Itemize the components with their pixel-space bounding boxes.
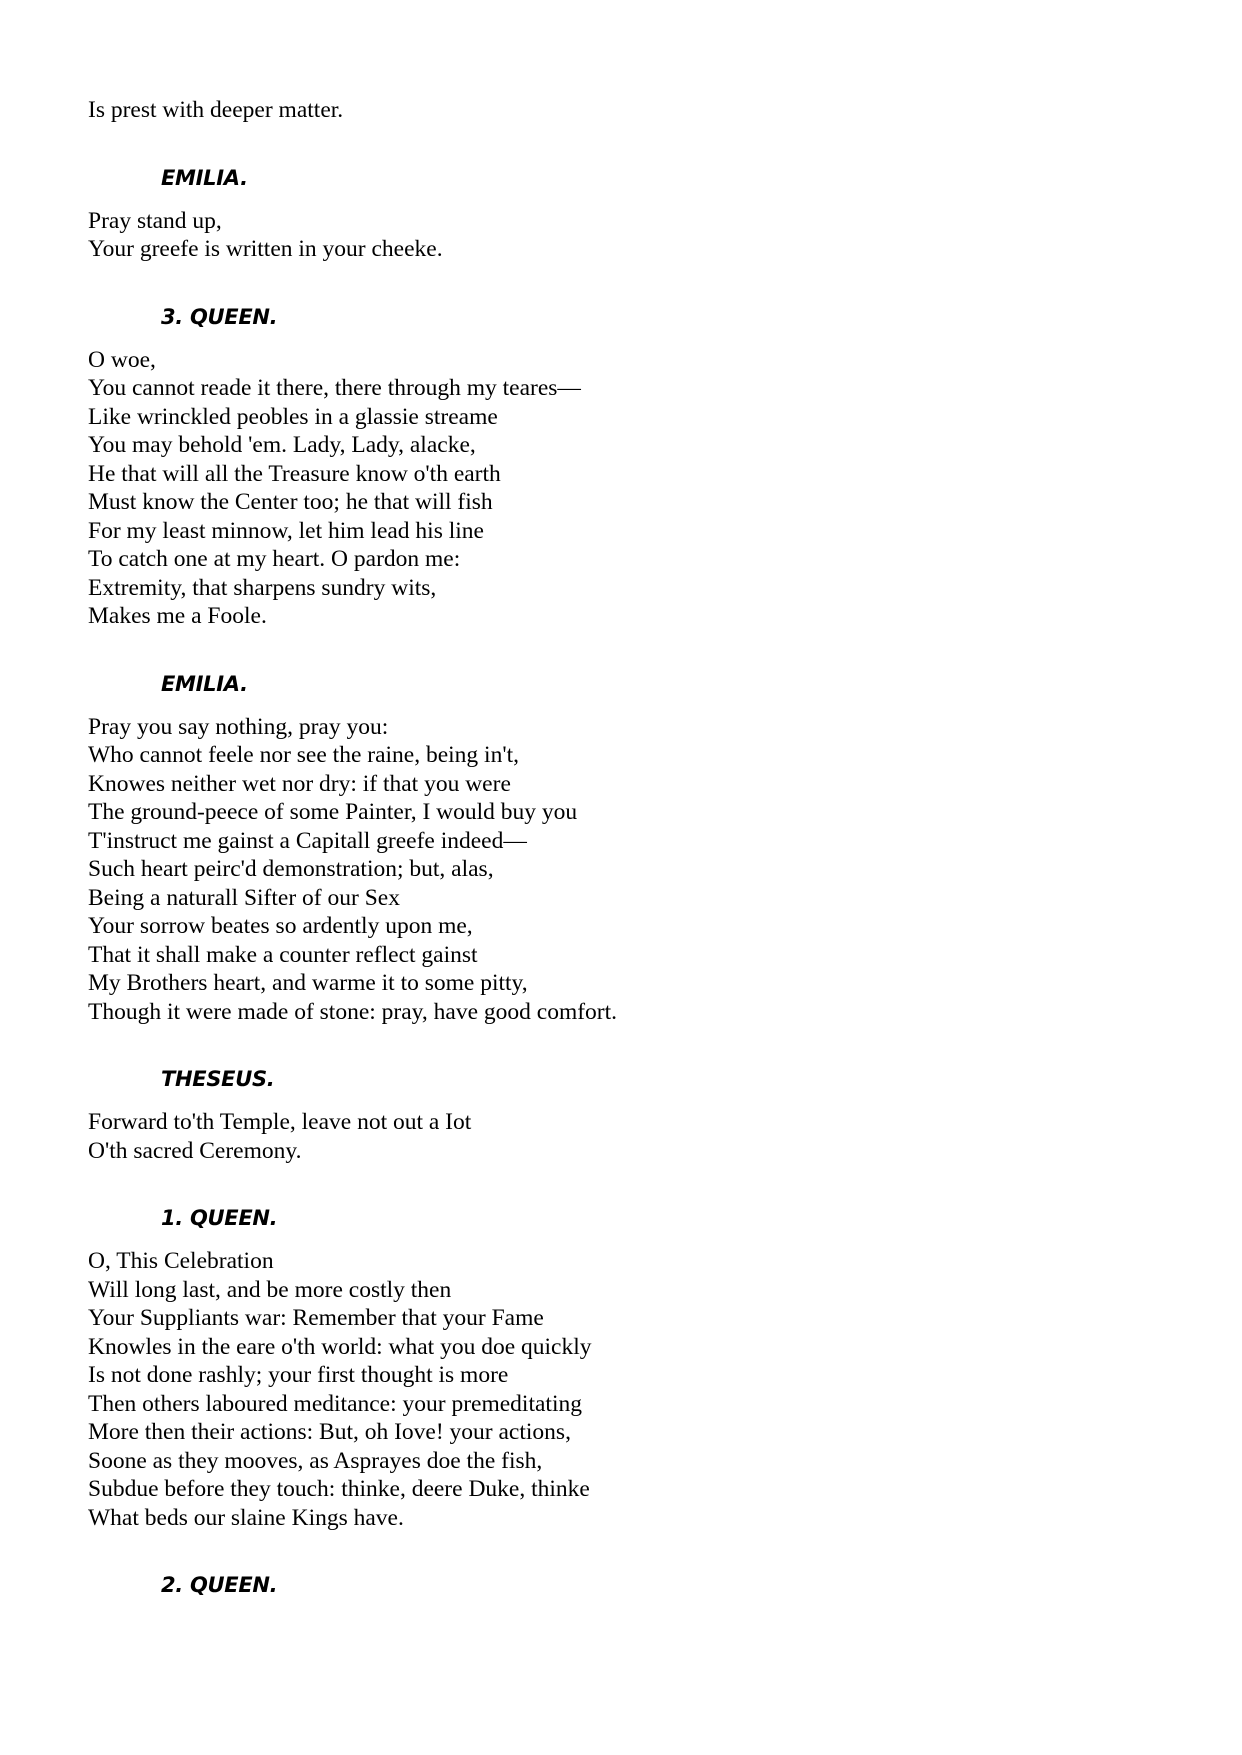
speech-block xyxy=(88,207,1148,264)
verse-line: Pray you say nothing, pray you: xyxy=(88,713,389,740)
verse-line: Like wrinckled peobles in a glassie streame xyxy=(88,403,498,430)
speaker-name: 2. QUEEN. xyxy=(161,1573,278,1597)
verse-line: Soone as they mooves, as Asprayes doe the fish, xyxy=(88,1447,543,1474)
verse-line: You may behold 'em. Lady, Lady, alacke, xyxy=(88,432,476,458)
verse-line: Your Suppliants war: Remember that your Fame xyxy=(88,1305,544,1331)
verse-line: Forward to'th Temple, leave not out a Iot xyxy=(88,1109,472,1135)
play-text-page xyxy=(88,96,1148,1614)
verse-line: Makes me a Foole. xyxy=(88,603,267,629)
verse-line: O woe, xyxy=(88,346,156,373)
spacer xyxy=(88,1599,1148,1614)
verse-line: More then their actions: But, oh Iove! your actions, xyxy=(88,1419,571,1445)
speech-block xyxy=(88,713,1148,1027)
speaker-name: EMILIA. xyxy=(161,671,248,696)
verse-line: To catch one at my heart. O pardon me: xyxy=(88,546,461,572)
verse-line: Will long last, and be more costly then xyxy=(88,1276,452,1303)
spacer xyxy=(88,1026,1148,1065)
verse-line: Extremity, that sharpens sundry wits, xyxy=(88,574,437,601)
spacer xyxy=(88,1165,1148,1204)
verse-line: You cannot reade it there, there through my teares— xyxy=(88,375,581,401)
verse-line: Though it were made of stone: pray, have good comfort. xyxy=(88,998,618,1025)
spacer xyxy=(88,1232,1148,1247)
verse-line: Is prest with deeper matter. xyxy=(88,97,344,123)
verse-line: Your sorrow beates so ardently upon me, xyxy=(88,913,473,939)
verse-line: My Brothers heart, and warme it to some pitty, xyxy=(88,970,528,996)
verse-line: The ground-peece of some Painter, I would buy you xyxy=(88,799,578,825)
speaker-name: 3. QUEEN. xyxy=(161,304,278,329)
spacer xyxy=(88,1093,1148,1108)
verse-line: Knowles in the eare o'th world: what you doe quickly xyxy=(88,1333,592,1360)
spacer xyxy=(88,698,1148,713)
verse-line: Then others laboured meditance: your premeditating xyxy=(88,1390,582,1417)
spacer xyxy=(88,631,1148,670)
verse-line: Subdue before they touch: thinke, deere Duke, thinke xyxy=(88,1476,590,1502)
speech-block xyxy=(88,96,1148,125)
verse-line: Is not done rashly; your first thought is more xyxy=(88,1362,509,1388)
speech-block xyxy=(88,1108,1148,1165)
verse-line: Your greefe is written in your cheeke. xyxy=(88,236,443,262)
speaker-name: 1. QUEEN. xyxy=(161,1206,278,1230)
speech-block xyxy=(88,346,1148,631)
verse-line: Pray stand up, xyxy=(88,207,222,234)
spacer xyxy=(88,1532,1148,1571)
speaker-name: EMILIA. xyxy=(161,165,248,190)
verse-line: T'instruct me gainst a Capitall greefe indeed— xyxy=(88,827,527,854)
verse-line: Must know the Center too; he that will fish xyxy=(88,489,493,515)
verse-line: O, This Celebration xyxy=(88,1248,274,1274)
spacer xyxy=(88,192,1148,207)
verse-line: Who cannot feele nor see the raine, being in't, xyxy=(88,742,519,768)
verse-line: Knowes neither wet nor dry: if that you were xyxy=(88,770,511,797)
verse-line: For my least minnow, let him lead his line xyxy=(88,517,484,544)
verse-line: O'th sacred Ceremony. xyxy=(88,1137,302,1164)
speaker-name: THESEUS. xyxy=(161,1067,275,1091)
speech-block xyxy=(88,1247,1148,1532)
verse-line: That it shall make a counter reflect gainst xyxy=(88,941,478,968)
verse-line: He that will all the Treasure know o'th earth xyxy=(88,460,501,487)
spacer xyxy=(88,331,1148,346)
verse-line: What beds our slaine Kings have. xyxy=(88,1504,404,1531)
spacer xyxy=(88,264,1148,303)
verse-line: Such heart peirc'd demonstration; but, alas, xyxy=(88,856,494,882)
spacer xyxy=(88,125,1148,164)
verse-line: Being a naturall Sifter of our Sex xyxy=(88,884,400,911)
